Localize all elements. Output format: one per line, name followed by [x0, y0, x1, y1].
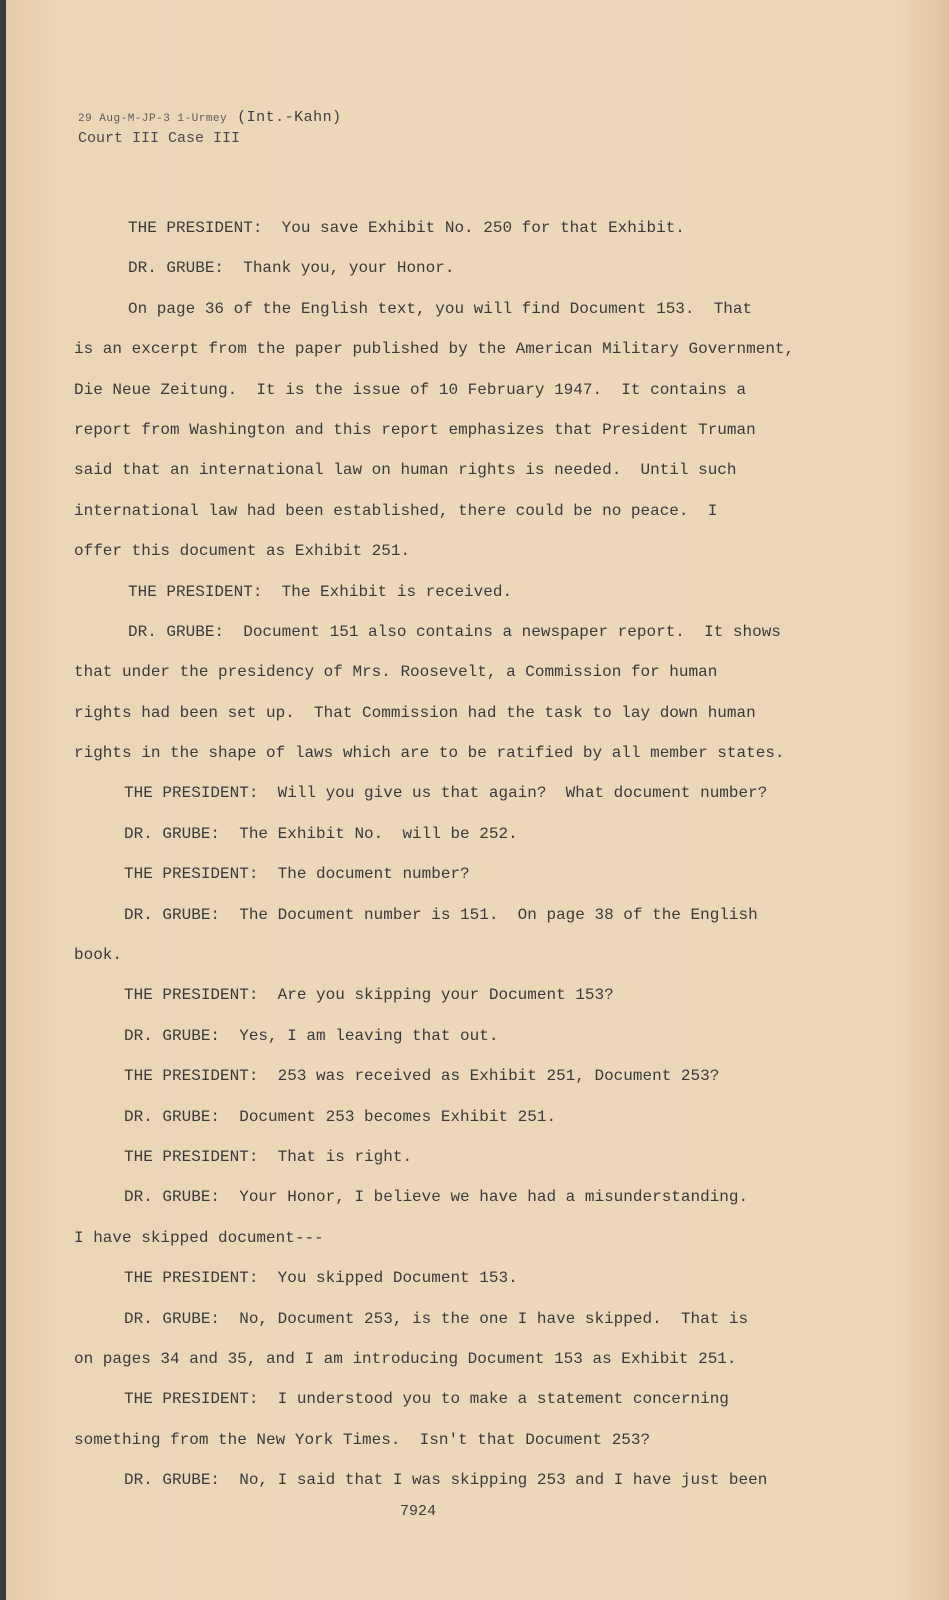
transcript-line: that under the presidency of Mrs. Roosevelt, a Commission for human [74, 663, 718, 682]
transcript-line: DR. GRUBE: Your Honor, I believe we have had a misunderstanding. [124, 1188, 749, 1207]
transcript-line: THE PRESIDENT: The document number? [124, 865, 470, 884]
transcript-line: THE PRESIDENT: Are you skipping your Document 153? [124, 986, 614, 1005]
transcript-line: report from Washington and this report emphasizes that President Truman [74, 420, 756, 439]
transcript-line: is an excerpt from the paper published by the American Military Government, [74, 340, 795, 359]
transcript-line: rights in the shape of laws which are to be ratified by all member states. [74, 744, 785, 763]
transcript-line: on pages 34 and 35, and I am introducing Document 153 as Exhibit 251. [74, 1349, 737, 1368]
transcript-line: On page 36 of the English text, you will find Document 153. That [128, 299, 753, 318]
transcript-line: DR. GRUBE: The Exhibit No. will be 252. [124, 824, 518, 843]
transcript-line: DR. GRUBE: The Document number is 151. On page 38 of the English [124, 905, 758, 924]
transcript-line: THE PRESIDENT: That is right. [124, 1147, 413, 1166]
transcript-line: offer this document as Exhibit 251. [74, 542, 411, 561]
header-line-2: Court III Case III [78, 130, 241, 147]
transcript-line: international law had been established, there could be no peace. I [74, 501, 718, 520]
transcript-line: DR. GRUBE: Document 253 becomes Exhibit 251. [124, 1107, 557, 1126]
transcript-line: THE PRESIDENT: I understood you to make a statement concerning [124, 1390, 729, 1409]
transcript-line: THE PRESIDENT: You skipped Document 153. [124, 1269, 518, 1288]
transcript-line: THE PRESIDENT: Will you give us that again? What document number? [124, 784, 768, 803]
transcript-body [60, 208, 860, 1501]
transcript-line: DR. GRUBE: Thank you, your Honor. [128, 259, 455, 278]
header-reference: 29 Aug-M-JP-3 1-Urmey [78, 113, 228, 125]
page-edge [0, 0, 6, 1600]
transcript-line: something from the New York Times. Isn't that Document 253? [74, 1430, 651, 1449]
transcript-line: DR. GRUBE: No, Document 253, is the one I have skipped. That is [124, 1309, 749, 1328]
transcript-line: rights had been set up. That Commission had the task to lay down human [74, 703, 756, 722]
transcript-line: DR. GRUBE: Yes, I am leaving that out. [124, 1026, 499, 1045]
transcript-line: said that an international law on human rights is needed. Until such [74, 461, 737, 480]
transcript-line: THE PRESIDENT: 253 was received as Exhibit 251, Document 253? [124, 1067, 720, 1086]
transcript-line: I have skipped document--- [74, 1228, 324, 1247]
header-note: (Int.-Kahn) [237, 109, 342, 126]
transcript-line: THE PRESIDENT: You save Exhibit No. 250 for that Exhibit. [128, 219, 685, 237]
transcript-line: DR. GRUBE: Document 151 also contains a newspaper report. It shows [128, 622, 781, 641]
transcript-line: Die Neue Zeitung. It is the issue of 10 February 1947. It contains a [74, 380, 747, 399]
page-number: 7924 [400, 1503, 437, 1520]
transcript-line: DR. GRUBE: No, I said that I was skipping 253 and I have just been [124, 1471, 768, 1490]
header-line-1 [78, 108, 342, 129]
page-header [78, 108, 342, 149]
transcript-line: THE PRESIDENT: The Exhibit is received. [128, 582, 513, 601]
transcript-line: book. [74, 946, 123, 965]
